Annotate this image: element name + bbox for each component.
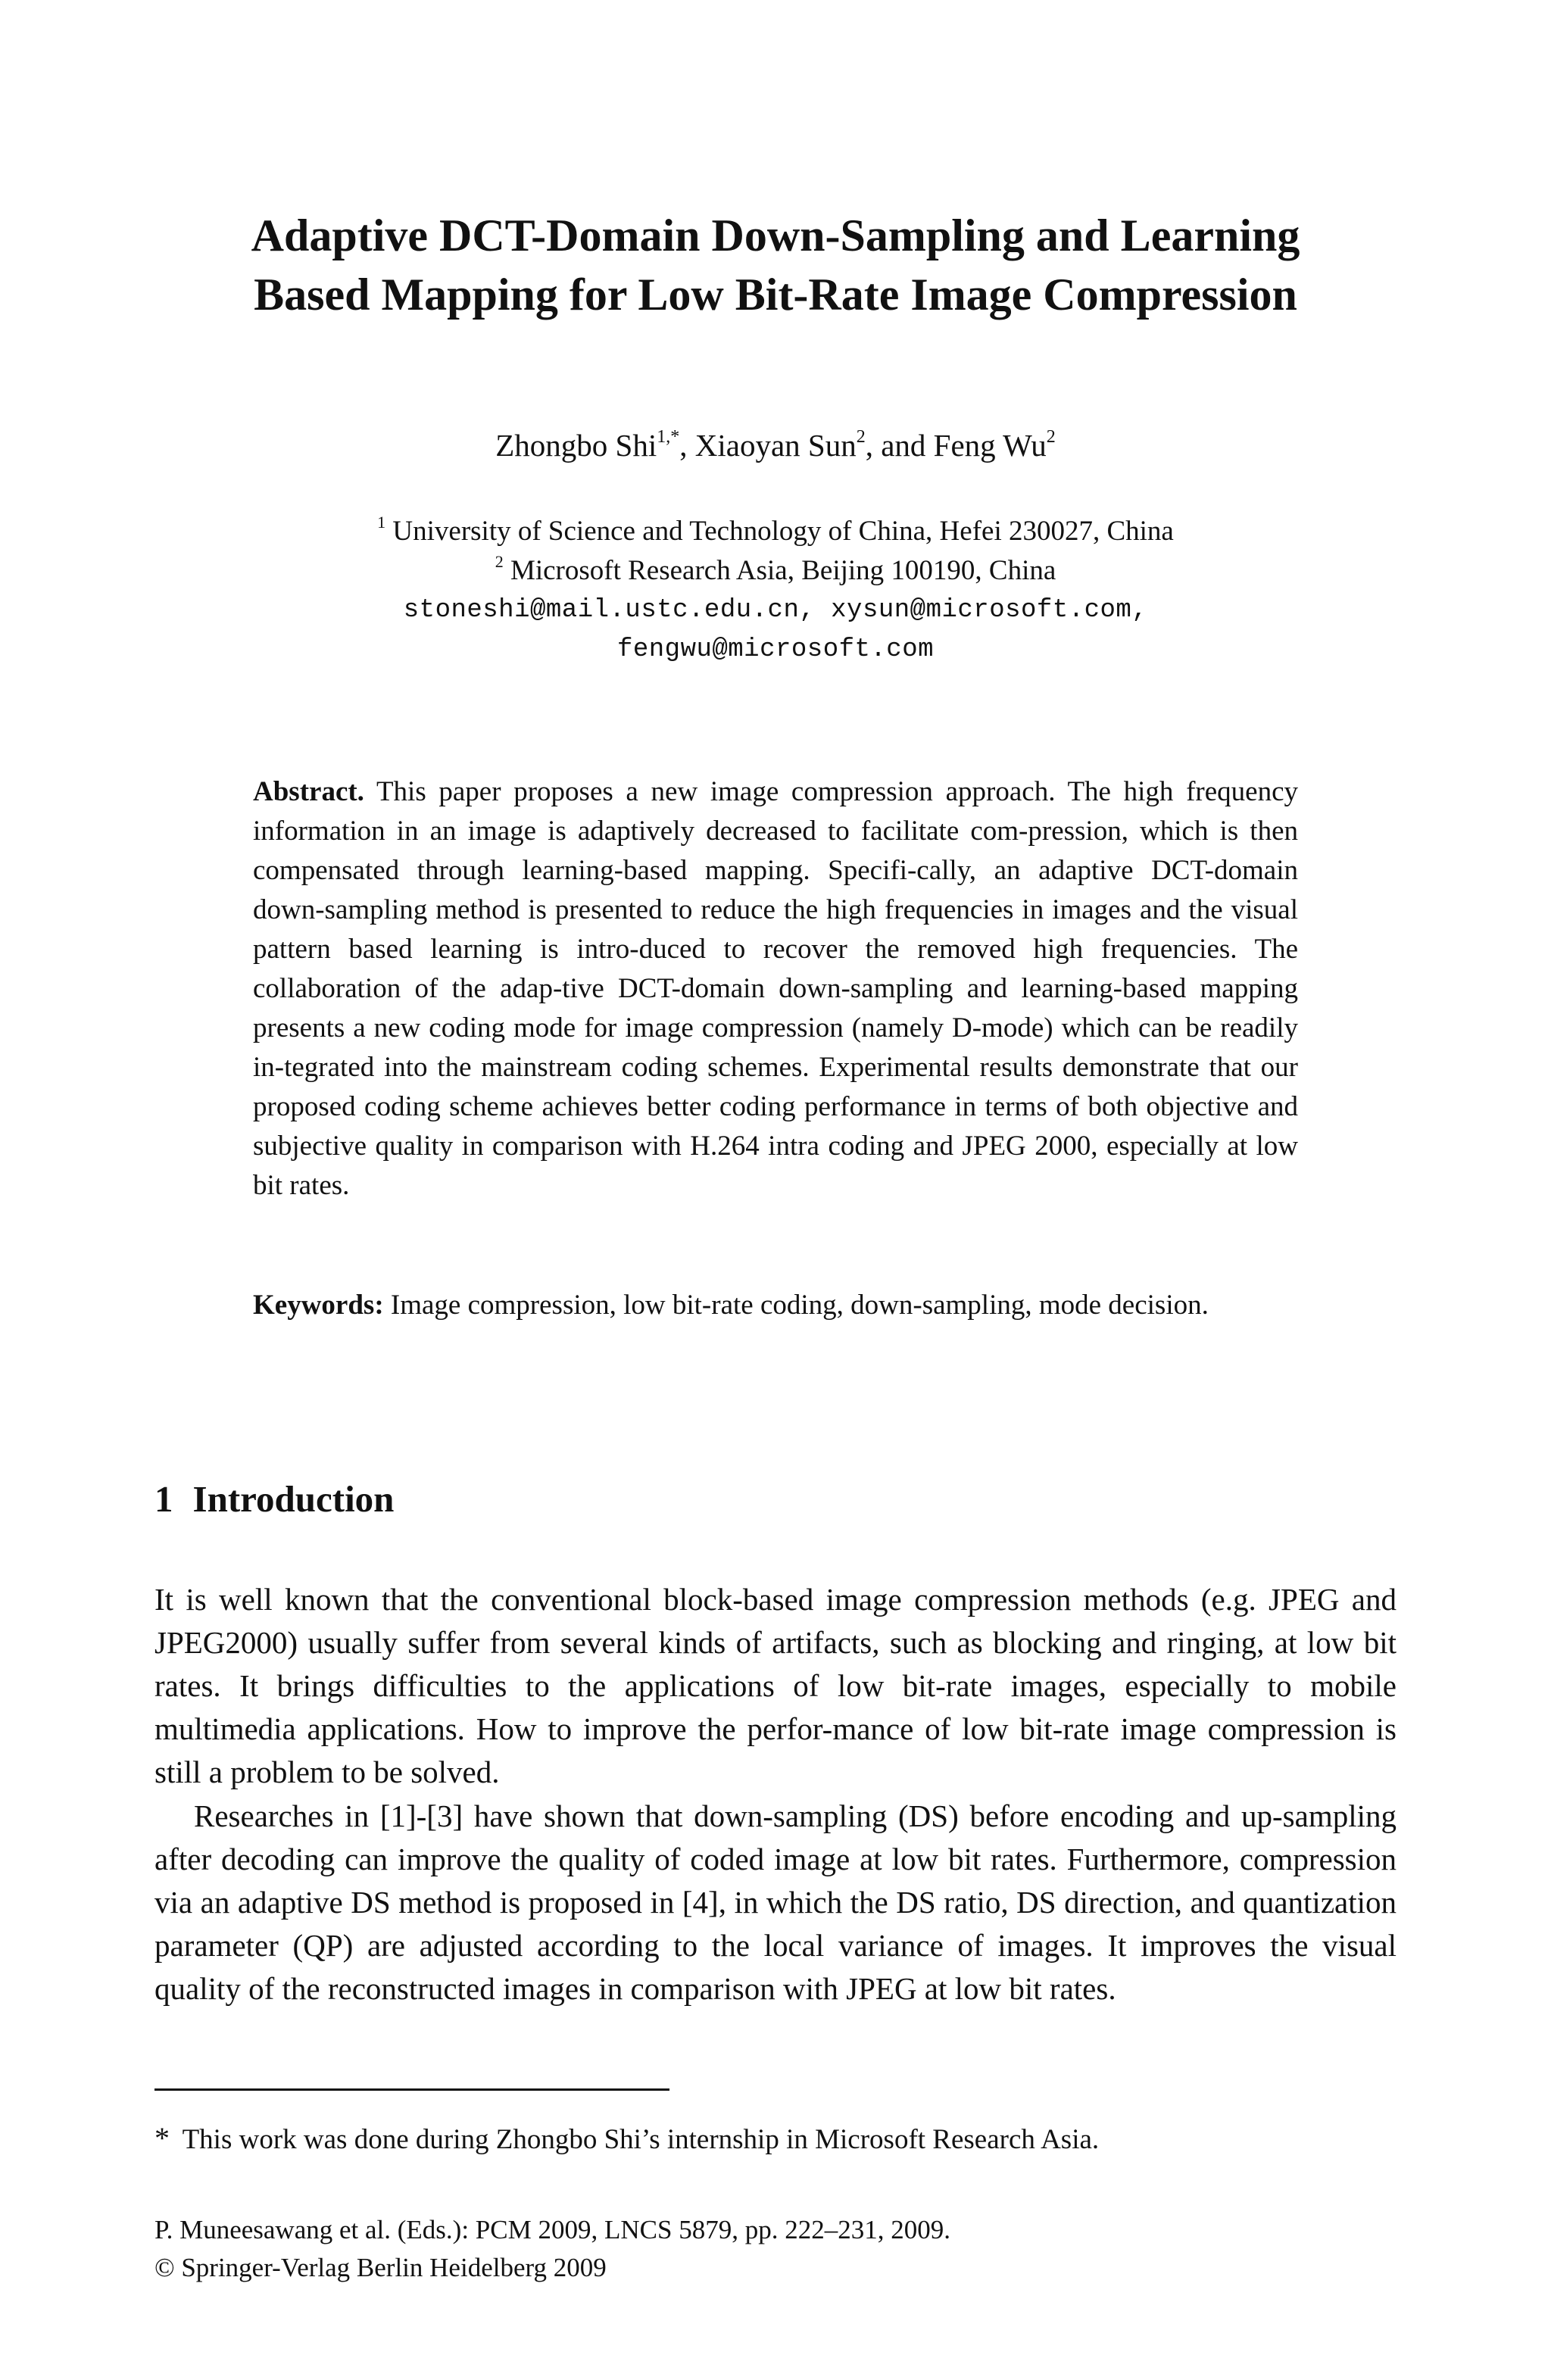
paper-title — [0, 206, 1551, 324]
author-name: Zhongbo Shi — [495, 428, 657, 463]
author-name: Xiaoyan Sun — [694, 428, 857, 463]
affiliation-line — [0, 551, 1551, 591]
author-separator: , and — [865, 428, 934, 463]
email-line: fengwu@microsoft.com — [616, 635, 935, 664]
keywords-text: Image compression, low bit-rate coding, down-sampling, mode decision. — [383, 1290, 1209, 1321]
author-list — [0, 426, 1551, 465]
footnote-mark: * — [154, 2121, 170, 2155]
section-title: Introduction — [192, 1478, 395, 1520]
abstract-text: This paper proposes a new image compression approach. The high frequency information in an image is adaptively decreased to facilitate com-pression, which is then compensated through learning-based mapping. Specifi-cally, an adaptive DCT-domain down-sampling method is presented to reduce the high frequencies in images and the visual pattern based learning is intro-duced to recover the removed high frequencies. The collaboration of the adap-tive DCT-domain down-sampling and learning-based mapping presents a new coding mode for image compression (namely D-mode) which can be readily in-tegrated into the mainstream coding schemes. Experimental results demonstrate that our proposed coding scheme achieves better coding performance in terms of both objective and subjective quality in comparison with H.264 intra coding and JPEG 2000, especially at low bit rates. — [253, 776, 1298, 1201]
title-line-2: Based Mapping for Low Bit-Rate Image Compression — [254, 270, 1297, 320]
body-paragraph: It is well known that the conventional block-based image compression methods (e.g. JPEG and JPEG2000) usually suffer from several kinds of artifacts, such as blocking and ringing, at low bit rates. It brings difficulties to the applications of low bit-rate images, especially to mobile multimedia applications. How to improve the perfor-mance of low bit-rate image compression is still a problem to be solved. — [154, 1582, 1397, 1789]
affiliation-line — [0, 512, 1551, 551]
affiliation-text: University of Science and Technology of China, Hefei 230027, China — [385, 516, 1174, 547]
affiliation-number: 2 — [495, 552, 504, 571]
abstract — [253, 772, 1298, 1206]
author-affiliation-mark: 2 — [1046, 427, 1056, 447]
citation-block — [154, 2211, 1397, 2287]
keywords-label: Keywords: — [253, 1290, 384, 1321]
footnote — [154, 2119, 1397, 2160]
keywords — [253, 1286, 1298, 1325]
copyright-line: © Springer-Verlag Berlin Heidelberg 2009 — [154, 2253, 607, 2282]
citation-line: P. Muneesawang et al. (Eds.): PCM 2009, LNCS 5879, pp. 222–231, 2009. — [154, 2215, 950, 2244]
footnote-divider — [154, 2088, 669, 2091]
author-affiliation-mark: 1,* — [657, 427, 680, 447]
abstract-label: Abstract. — [253, 776, 364, 807]
footnote-text: This work was done during Zhongbo Shi’s internship in Microsoft Research Asia. — [176, 2124, 1100, 2155]
section-heading — [154, 1475, 394, 1524]
affiliation-text: Microsoft Research Asia, Beijing 100190, China — [503, 555, 1056, 586]
affiliation-number: 1 — [377, 513, 386, 532]
author-name: Feng Wu — [933, 428, 1047, 463]
affiliations — [0, 512, 1551, 669]
author-affiliation-mark: 2 — [856, 427, 866, 447]
title-line-1: Adaptive DCT-Domain Down-Sampling and Learning — [251, 211, 1300, 260]
section-number: 1 — [154, 1478, 173, 1520]
email-line: stoneshi@mail.ustc.edu.cn, xysun@microsoft.com, — [403, 596, 1148, 625]
body-paragraph: Researches in [1]-[3] have shown that down-sampling (DS) before encoding and up-sampling after decoding can improve the quality of coded image at low bit rates. Furthermore, compression via an adaptive DS method is proposed in [4], in which the DS ratio, DS direction, and quantization parameter (QP) are adjusted according to the local variance of images. It improves the visual quality of the reconstructed images in comparison with JPEG at low bit rates. — [154, 1798, 1397, 2006]
author-separator: , — [679, 428, 695, 463]
